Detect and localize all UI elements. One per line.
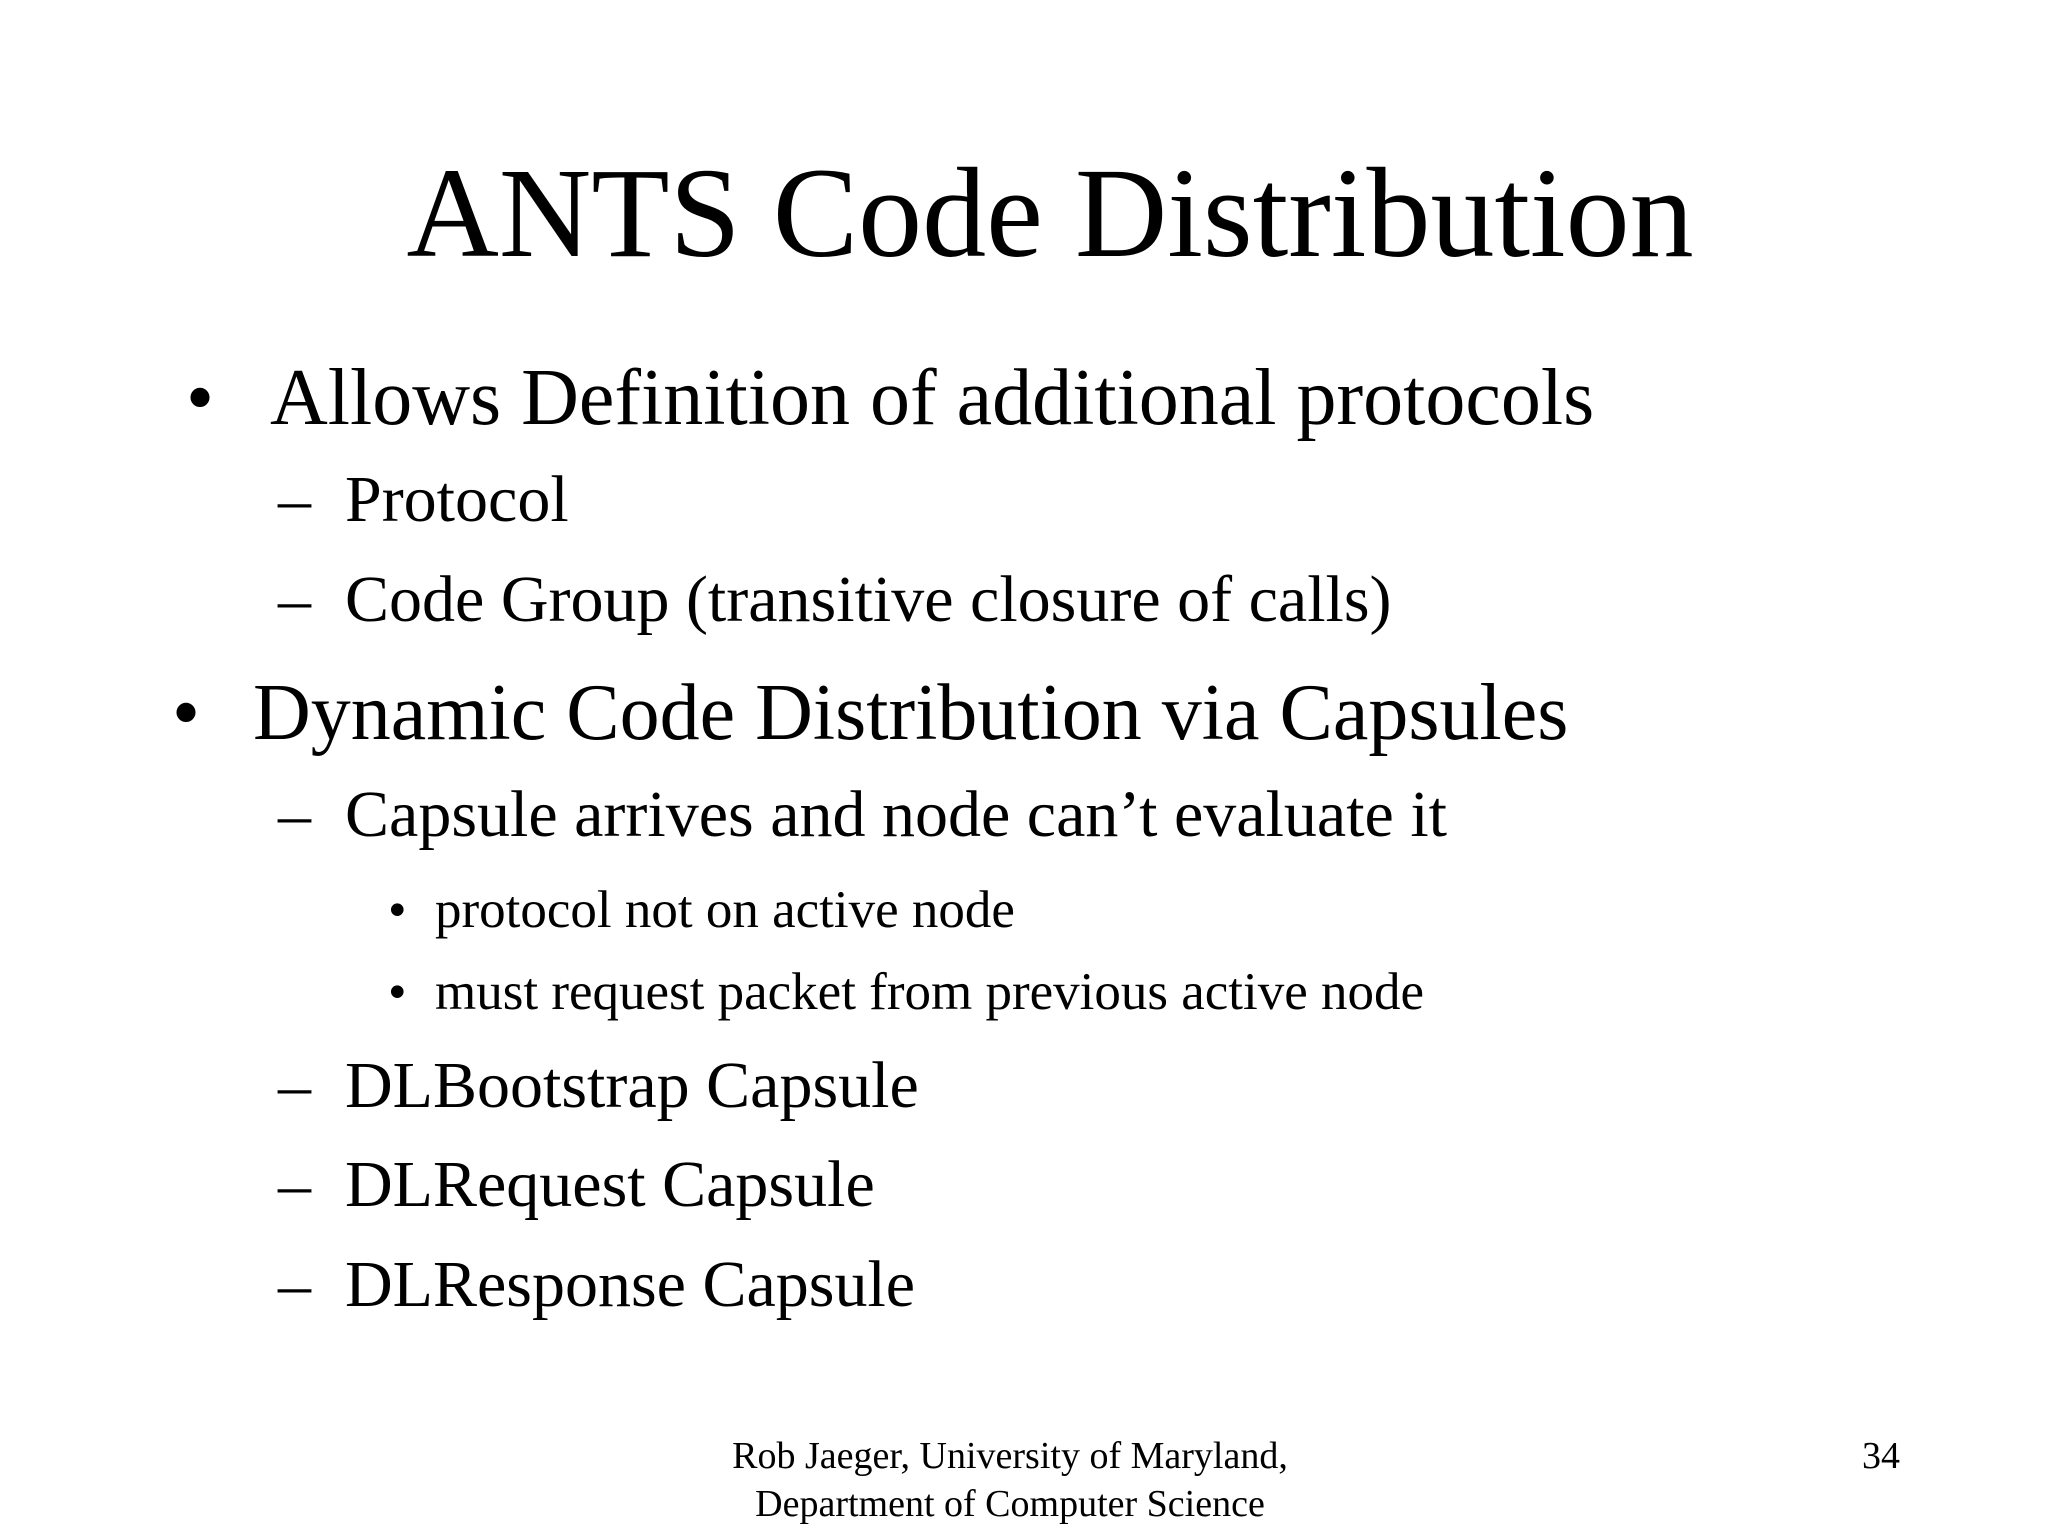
bullet-marker: • bbox=[186, 354, 215, 442]
slide-title: ANTS Code Distribution bbox=[406, 142, 1694, 284]
bullet-text: Allows Definition of additional protocols bbox=[270, 354, 1595, 442]
bullet-text: Dynamic Code Distribution via Capsules bbox=[253, 669, 1569, 757]
bullet-text: must request packet from previous active node bbox=[435, 963, 1425, 1021]
page-number: 34 bbox=[1862, 1435, 1900, 1477]
bullet-text: Protocol bbox=[345, 463, 569, 536]
slide-footer bbox=[560, 1432, 1460, 1528]
footer-department-line: Department of Computer Science bbox=[755, 1483, 1265, 1525]
dash-marker: – bbox=[278, 1049, 311, 1122]
footer-author-line: Rob Jaeger, University of Maryland, bbox=[732, 1435, 1288, 1477]
bullet-text: DLResponse Capsule bbox=[345, 1248, 916, 1321]
bullet-marker: • bbox=[388, 881, 407, 939]
dash-marker: – bbox=[278, 563, 311, 636]
dash-marker: – bbox=[278, 1248, 311, 1321]
bullet-text: DLRequest Capsule bbox=[345, 1148, 875, 1221]
bullet-text: Capsule arrives and node can’t evaluate it bbox=[345, 778, 1448, 851]
bullet-text: Code Group (transitive closure of calls) bbox=[345, 563, 1392, 636]
dash-marker: – bbox=[278, 778, 311, 851]
bullet-marker: • bbox=[388, 963, 407, 1021]
dash-marker: – bbox=[278, 1148, 311, 1221]
dash-marker: – bbox=[278, 463, 311, 536]
bullet-marker: • bbox=[172, 669, 201, 757]
bullet-text: DLBootstrap Capsule bbox=[345, 1049, 919, 1122]
bullet-text: protocol not on active node bbox=[435, 881, 1015, 939]
